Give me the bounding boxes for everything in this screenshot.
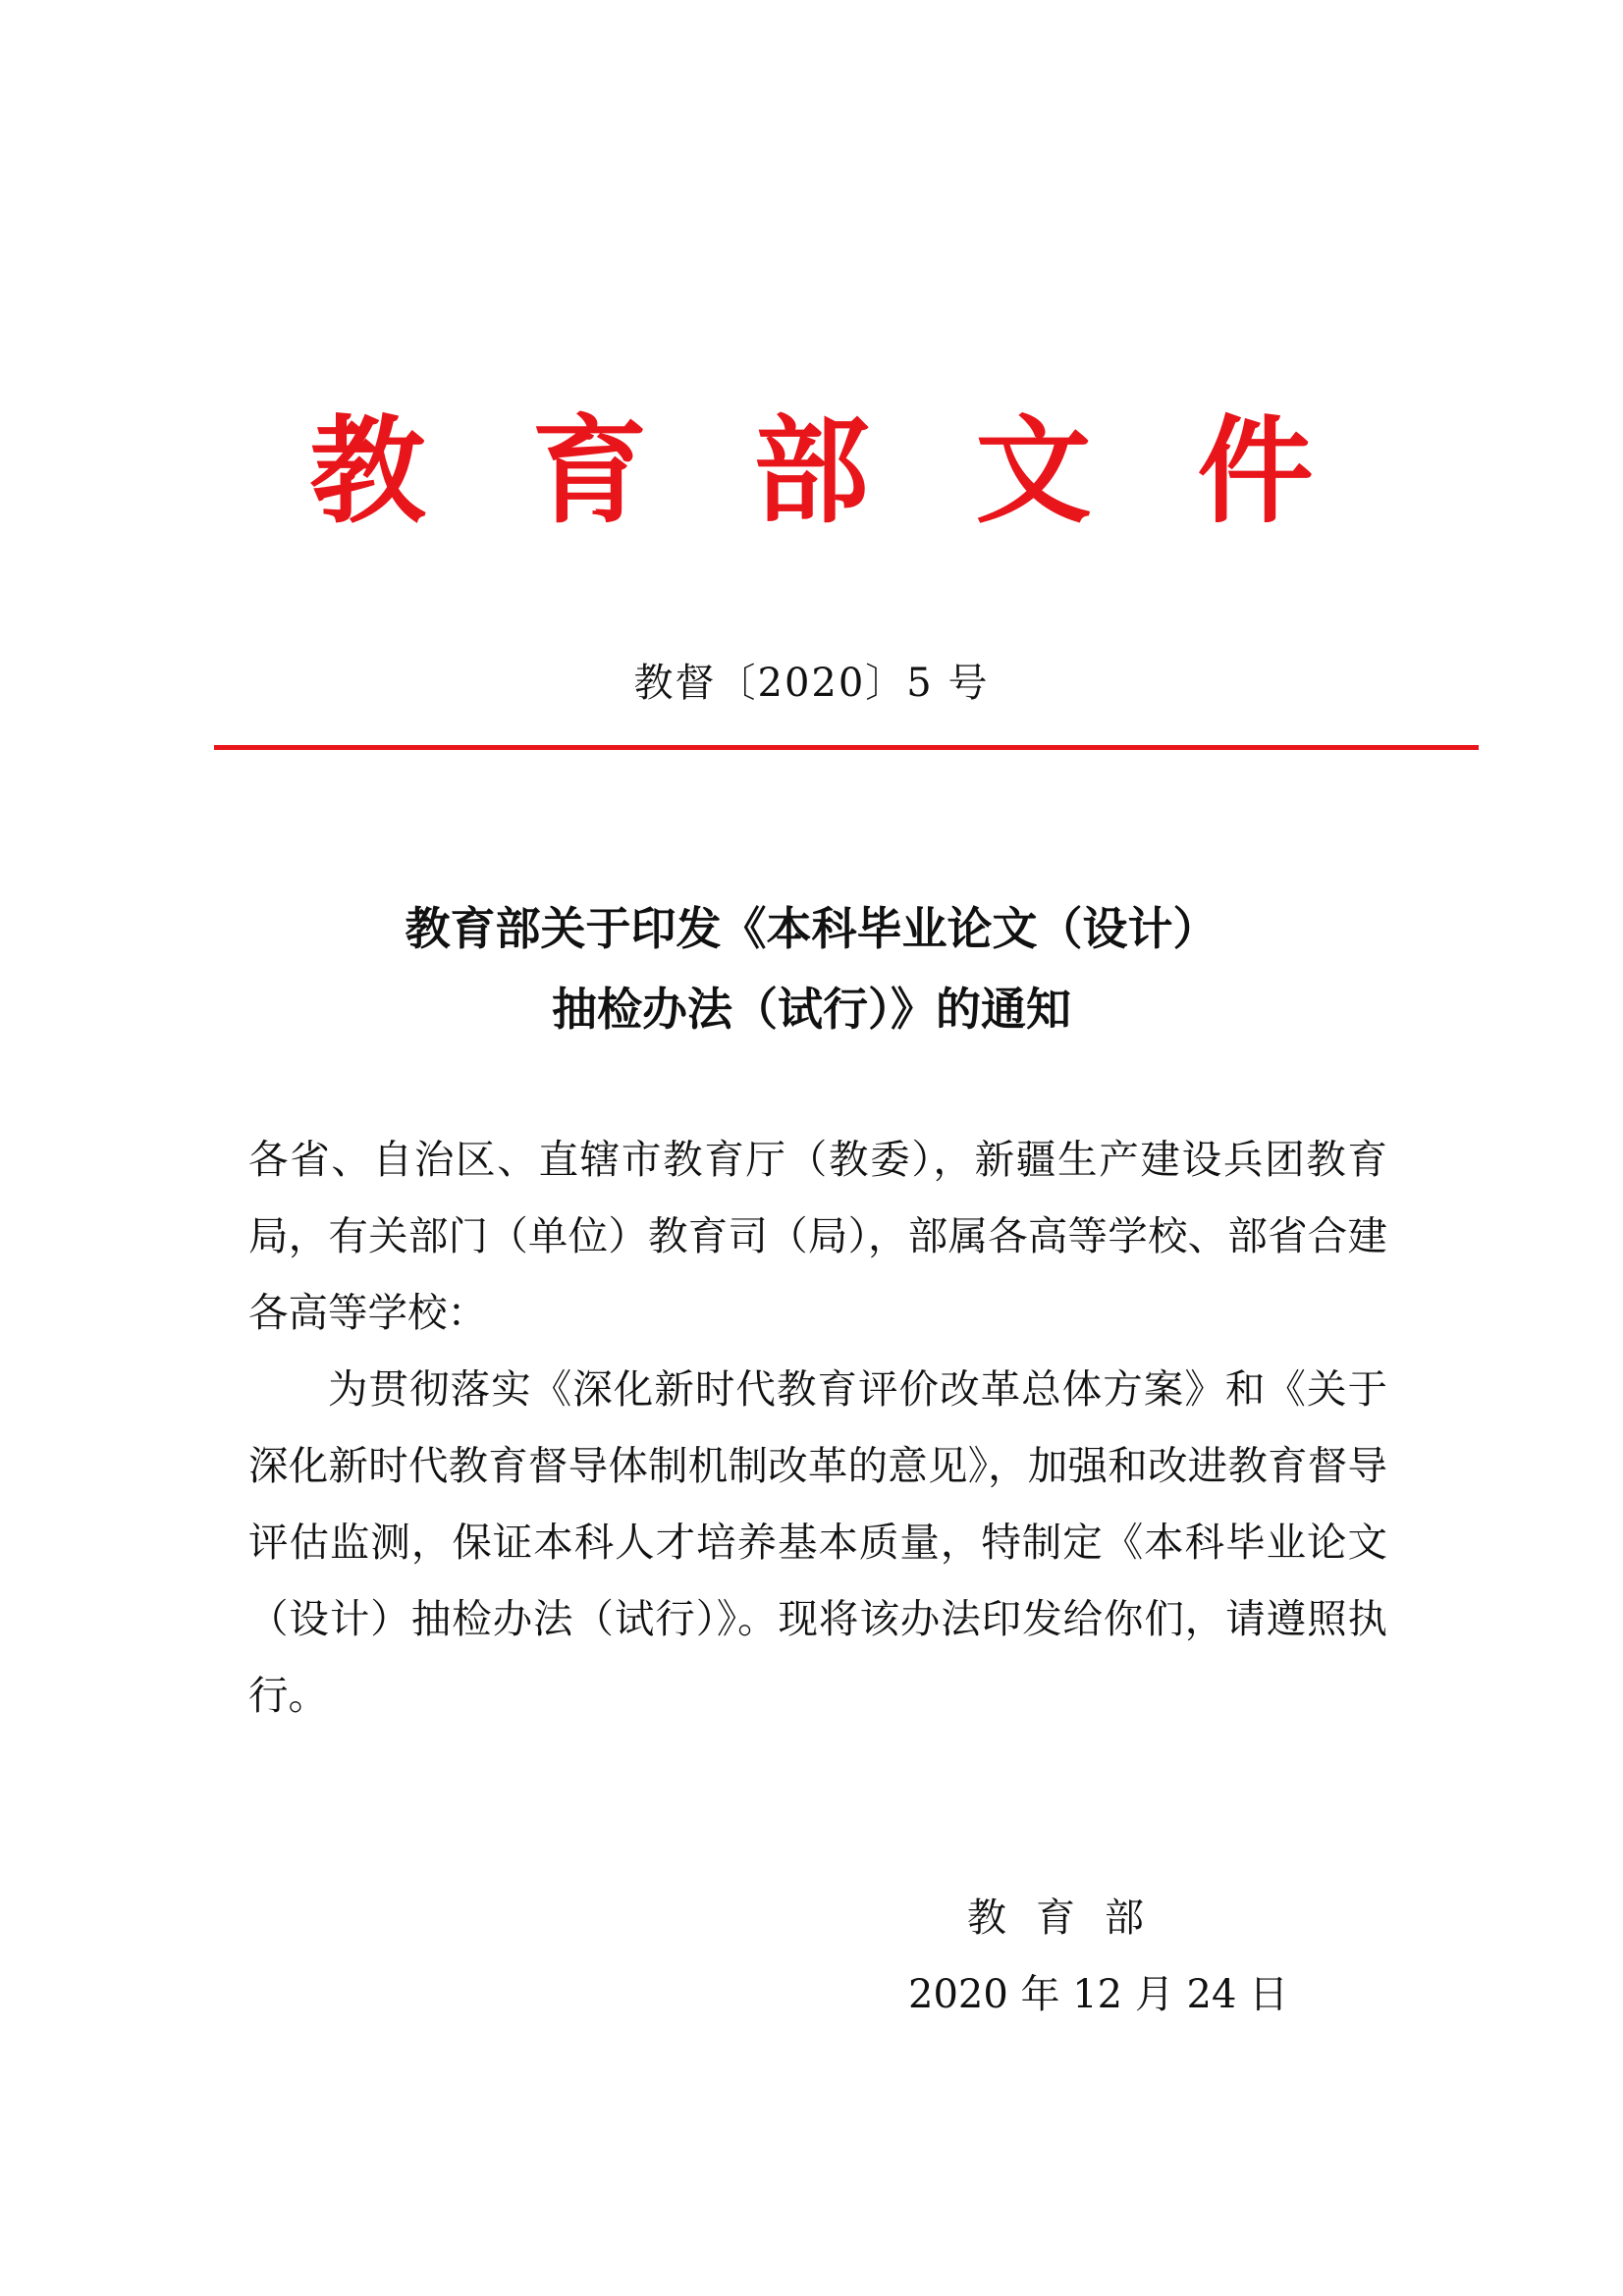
notice-title-line-2: 抽检办法（试行）》的通知: [552, 983, 1071, 1036]
notice-body: [248, 1121, 1387, 1734]
issuing-organization: 教育部: [967, 1896, 1173, 1941]
body-paragraph: 为贯彻落实《深化新时代教育评价改革总体方案》和《关于深化新时代教育督导体制机制改革的意见》，加强和改进教育督导评估监测，保证本科人才培养基本质量，特制定《本科毕业论文（设计）抽检办法（试行）》。现将该办法印发给你们，请遵照执行。: [248, 1365, 1387, 1719]
addressee-paragraph: 各省、自治区、直辖市教育厅（教委），新疆生产建设兵团教育局，有关部门（单位）教育司（局），部属各高等学校、部省合建各高等学校：: [248, 1136, 1387, 1336]
notice-title: [0, 888, 1623, 1049]
red-divider-line: [214, 745, 1479, 750]
masthead-title: 教育部文件: [309, 403, 1420, 539]
notice-title-line-1: 教育部关于印发《本科毕业论文（设计）: [405, 902, 1218, 955]
issue-date: 2020 年 12 月 24 日: [908, 1972, 1289, 2017]
document-number: 教督〔2020〕5 号: [633, 661, 990, 706]
